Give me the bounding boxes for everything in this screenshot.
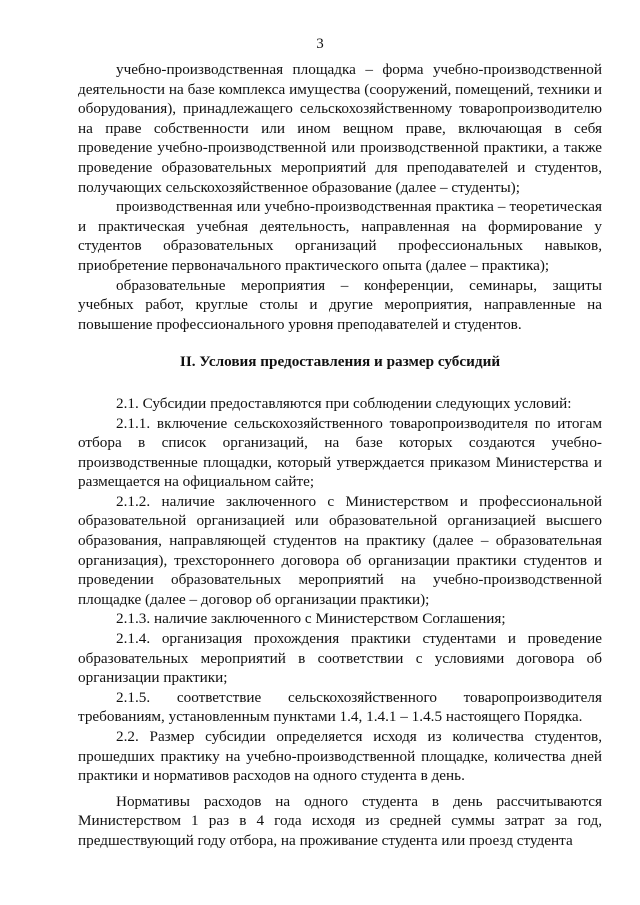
paragraph-2-2: 2.2. Размер субсидии определяется исходя из количества студентов, прошедших практику на учебно-производственной площадке, количества дней практики и нормативов расходов на одного студента в день. bbox=[78, 728, 602, 785]
paragraph-definition-training-site: учебно-производственная площадка – форма учебно-производственной деятельности на базе комплекса имущества (сооружений, помещений, техники и оборудования), принадлежащего сельскохозяйственному товаропроизводителю на праве собственности или ином вещном праве, включающая в себя проведение учебно-производственной или производственной практики, а также проведение образовательных мероприятий для преподавателей и студентов, получающих сельскохозяйственное образование (далее – студенты); bbox=[78, 61, 602, 196]
paragraph-cost-norms: Нормативы расходов на одного студента в день рассчитываются Министерством 1 раз в 4 года исходя из средней суммы затрат за год, предшествующий году отбора, на проживание студента или проезд студента bbox=[78, 792, 602, 849]
paragraph-2-1-1: 2.1.1. включение сельскохозяйственного товаропроизводителя по итогам отбора в список организаций, на базе которых создаются учебно-производственные площадки, который утверждается приказом Министерства и размещается на официальном сайте; bbox=[78, 414, 602, 491]
paragraph-2-1-4: 2.1.4. организация прохождения практики студентами и проведение образовательных мероприятий в соответствии с условиями договора об организации практики; bbox=[78, 630, 602, 687]
document-body bbox=[78, 60, 602, 851]
paragraph-2-1-5: 2.1.5. соответствие сельскохозяйственного товаропроизводителя требованиям, установленным пунктами 1.4, 1.4.1 – 1.4.5 настоящего Порядка. bbox=[78, 688, 602, 726]
section-heading: II. Условия предоставления и размер субсидий bbox=[179, 353, 501, 371]
paragraph-definition-educational-events: образовательные мероприятия – конференции, семинары, защиты учебных работ, круглые столы и другие мероприятия, направленные на повышение профессионального уровня преподавателей и студентов. bbox=[78, 276, 602, 333]
paragraph-2-1-3: 2.1.3. наличие заключенного с Министерством Соглашения; bbox=[116, 610, 506, 628]
paragraph-2-1-2: 2.1.2. наличие заключенного с Министерством и профессиональной образовательной организацией или образовательной организацией высшего образования, направляющей студентов на практику (далее – образовательная организация), трехстороннего договора об организации практики студентов и проведении образовательных мероприятий на учебно-производственной площадке (далее – договор об организации практики); bbox=[78, 492, 602, 608]
page-number: 3 bbox=[316, 36, 324, 52]
paragraph-definition-practice: производственная или учебно-производственная практика – теоретическая и практическая учебная деятельность, направленная на формирование у студентов образовательных организаций профессиональных навыков, приобретение первоначального практического опыта (далее – практика); bbox=[78, 198, 602, 274]
paragraph-2-1: 2.1. Субсидии предоставляются при соблюдении следующих условий: bbox=[116, 394, 572, 412]
